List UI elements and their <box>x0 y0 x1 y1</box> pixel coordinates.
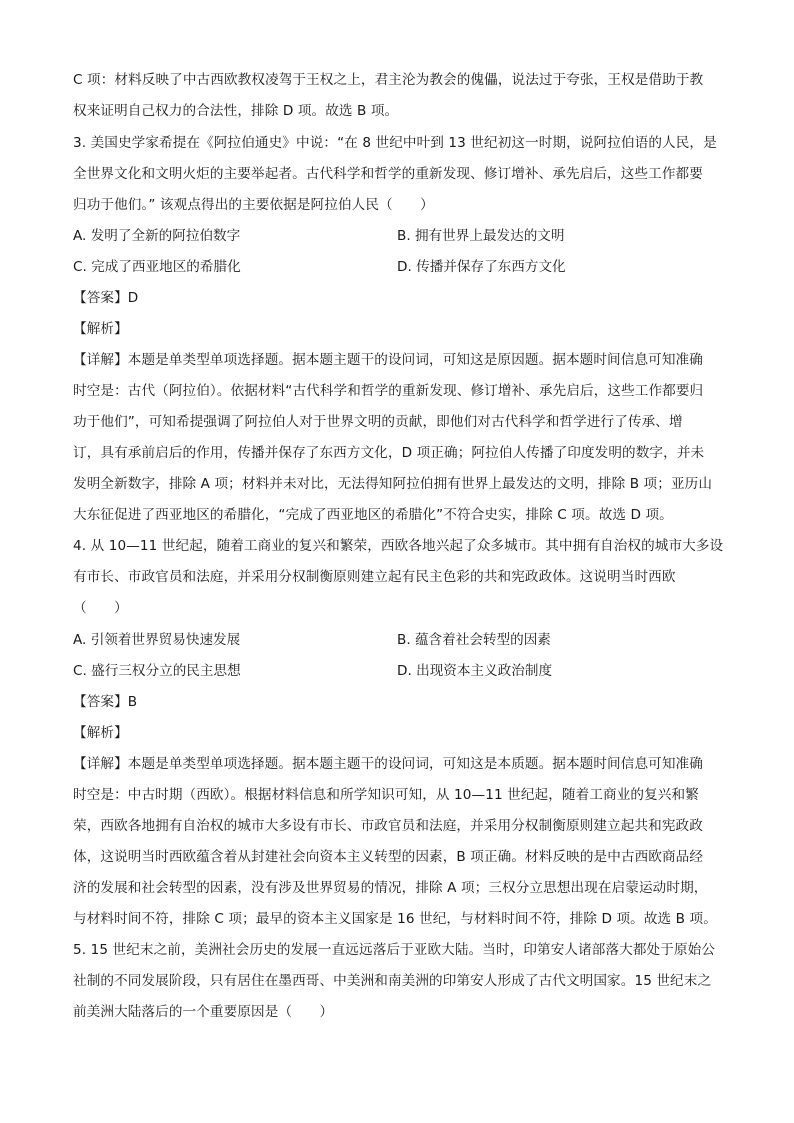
q2-tail-line-2: 权来证明自己权力的合法性，排除 D 项。故选 B 项。 <box>73 103 399 119</box>
q3-stem-line-3: 归功于他们。” 该观点得出的主要依据是阿拉伯人民（ ） <box>73 197 434 213</box>
q4-stem-line-2: 有市长、市政官员和法庭，并采用分权制衡原则建立起有民主色彩的共和宪政政体。这说明当时西欧 <box>73 569 676 585</box>
q5-stem-line-3: 前美洲大陆落后的一个重要原因是（ ） <box>73 1004 334 1020</box>
q4-detail-line-1: 【详解】本题是单类型单项选择题。据本题主题干的设问词，可知这是本质题。据本题时间信息可知准确 <box>73 756 703 772</box>
q4-detail-line-2: 时空是：中古时期（西欧）。根据材料信息和所学知识可知，从 10—11 世纪起，随着工商业的复兴和繁 <box>73 787 699 803</box>
q4-option-c: C. 盛行三权分立的民主思想 <box>73 663 241 679</box>
q4-answer: 【答案】B <box>73 694 138 710</box>
q4-option-b: B. 蕴含着社会转型的因素 <box>397 632 551 648</box>
q3-detail-line-2: 时空是：古代（阿拉伯）。依据材料“古代科学和哲学的重新发现、修订增补、承先启后，这些工作都要归 <box>73 383 704 399</box>
q4-detail-line-6: 与材料时间不符，排除 C 项；最早的资本主义国家是 16 世纪，与材料时间不符，排除 D 项。故选 B 项。 <box>73 911 717 927</box>
q3-option-a: A. 发明了全新的阿拉伯数字 <box>73 228 241 244</box>
q4-option-d: D. 出现资本主义政治制度 <box>397 663 553 679</box>
q3-detail-line-4: 订，具有承前启后的作用，传播并保存了东西方文化，D 项正确；阿拉伯人传播了印度发明的数字，并未 <box>73 445 705 461</box>
q3-analysis-label: 【解析】 <box>73 321 128 337</box>
q4-option-a: A. 引领着世界贸易快速发展 <box>73 632 241 648</box>
q2-tail-line-1: C 项：材料反映了中古西欧教权凌驾于王权之上，君主沦为教会的傀儡，说法过于夸张，王权是借助于教 <box>73 72 704 88</box>
q3-stem-line-2: 全世界文化和文明火炬的主要举起者。古代科学和哲学的重新发现、修订增补、承先启后，这些工作都要 <box>73 166 703 182</box>
q4-detail-line-3: 荣，西欧各地拥有自治权的城市大多设有市长、市政官员和法庭，并采用分权制衡原则建立起共和宪政政 <box>73 818 703 834</box>
q3-option-b: B. 拥有世界上最发达的文明 <box>397 228 565 244</box>
q3-option-c: C. 完成了西亚地区的希腊化 <box>73 259 241 275</box>
q4-detail-line-4: 体，这说明当时西欧蕴含着从封建社会向资本主义转型的因素，B 项正确。材料反映的是中古西欧商品经 <box>73 849 704 865</box>
q5-stem-line-2: 社制的不同发展阶段，只有居住在墨西哥、中美洲和南美洲的印第安人形成了古代文明国家。15 世纪末之 <box>73 973 712 989</box>
q3-option-d: D. 传播并保存了东西方文化 <box>397 259 566 275</box>
q4-stem-line-1: 4. 从 10—11 世纪起，随着工商业的复兴和繁荣，西欧各地兴起了众多城市。其中拥有自治权的城市大多设 <box>73 538 724 554</box>
q4-detail-line-5: 济的发展和社会转型的因素，没有涉及世界贸易的情况，排除 A 项；三权分立思想出现在启蒙运动时期， <box>73 880 708 896</box>
q3-answer: 【答案】D <box>73 290 139 306</box>
q4-stem-line-3: （ ） <box>73 600 128 616</box>
q5-stem-line-1: 5. 15 世纪末之前，美洲社会历史的发展一直远远落后于亚欧大陆。当时，印第安人诸部落大都处于原始公 <box>73 942 716 958</box>
q3-detail-line-5: 发明全新数字，排除 A 项；材料并未对比，无法得知阿拉伯拥有世界上最发达的文明，排除 B 项；亚历山 <box>73 476 713 492</box>
q3-detail-line-3: 功于他们”，可知希提强调了阿拉伯人对于世界文明的贡献，即他们对古代科学和哲学进行了传承、增 <box>73 414 683 430</box>
q4-analysis-label: 【解析】 <box>73 725 128 741</box>
q3-stem-line-1: 3. 美国史学家希提在《阿拉伯通史》中说：“在 8 世纪中叶到 13 世纪初这一时期，说阿拉伯语的人民，是 <box>73 135 717 151</box>
q3-detail-line-6: 大东征促进了西亚地区的希腊化，“完成了西亚地区的希腊化”不符合史实，排除 C 项。故选 D 项。 <box>73 507 673 523</box>
q3-detail-line-1: 【详解】本题是单类型单项选择题。据本题主题干的设问词，可知这是原因题。据本题时间信息可知准确 <box>73 352 703 368</box>
